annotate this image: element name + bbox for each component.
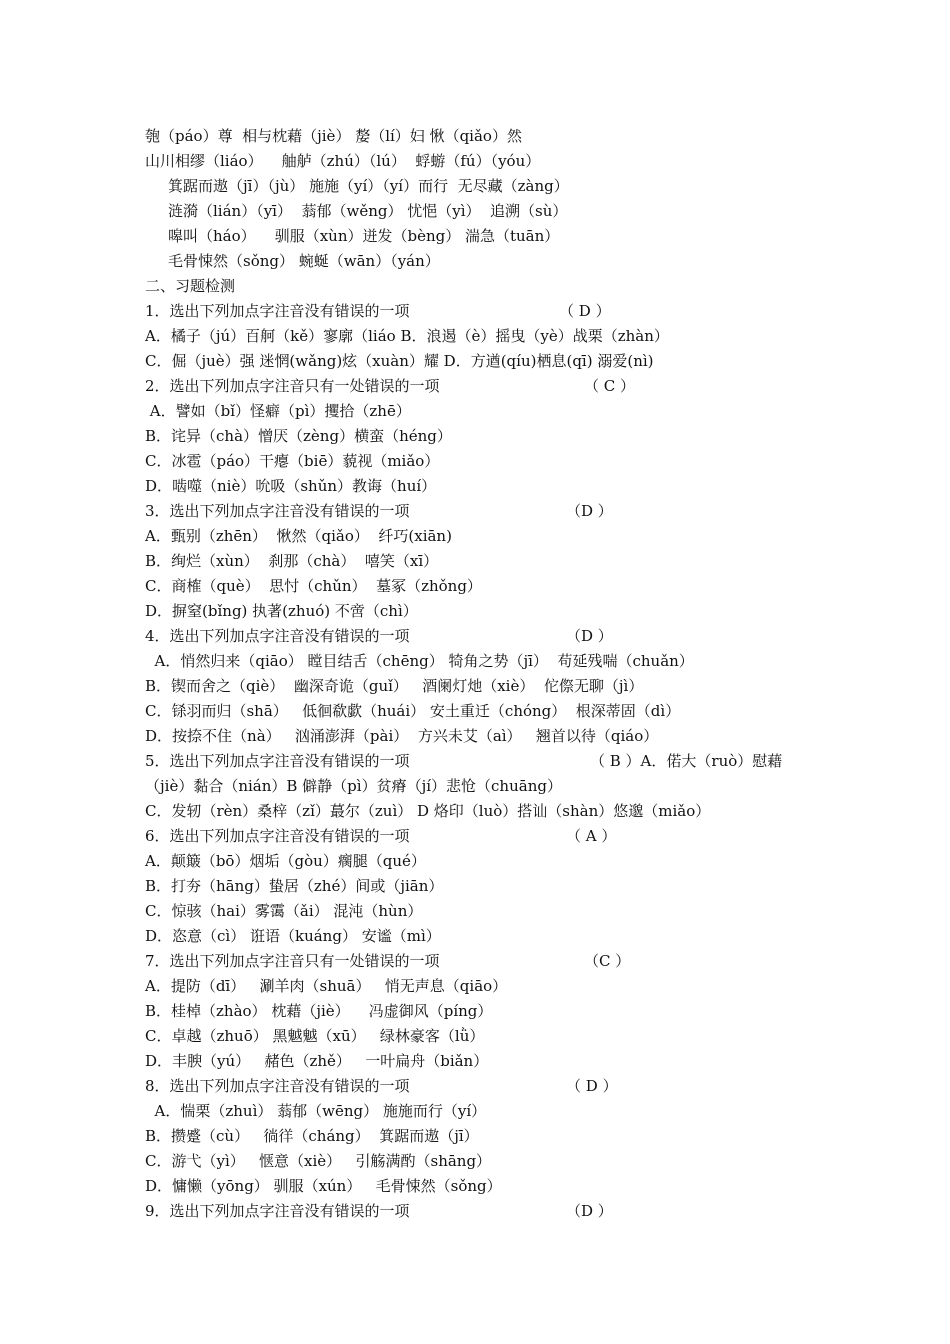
- answer-6: （ A ）: [566, 827, 617, 845]
- question-6-option-a: A．颠簸（bō）烟垢（gòu）瘸腿（qué）: [145, 852, 426, 870]
- question-8-option-d: D．慵懒（yōng） 驯服（xún） 毛骨悚然（sǒng）: [145, 1177, 502, 1195]
- question-8-option-c: C．游弋（yì） 惬意（xiè） 引觞满酌（shāng）: [145, 1152, 492, 1170]
- vocab-line-4: 涟漪（lián）（yī） 蓊郁（wěng） 忧悒（yì） 追溯（sù）: [168, 202, 568, 220]
- question-5: 5．选出下列加点字注音没有错误的一项: [145, 752, 410, 770]
- vocab-line-6: 毛骨悚然（sǒng） 蜿蜒（wān）（yán）: [168, 252, 440, 270]
- answer-8: （ D ）: [566, 1077, 618, 1095]
- vocab-line-2: 山川相缪（liáo） 舳舻（zhú）（lú） 蜉蝣（fú）（yóu）: [145, 152, 541, 170]
- question-3-option-d: D．摒窒(bǐng) 执著(zhuó) 不啻（chì）: [145, 602, 418, 620]
- question-6: 6．选出下列加点字注音没有错误的一项: [145, 827, 410, 845]
- question-3-option-a: A．甄别（zhēn） 愀然（qiǎo） 纤巧(xiān): [145, 527, 452, 545]
- question-3: 3．选出下列加点字注音没有错误的一项: [145, 502, 410, 520]
- question-3-option-b: B．绚烂（xùn） 刹那（chà） 嘻笑（xī）: [145, 552, 439, 570]
- question-6-option-d: D．恣意（cì） 诳语（kuáng） 安谧（mì）: [145, 927, 441, 945]
- question-4-option-a: A．悄然归来（qiāo） 瞠目结舌（chēng） 犄角之势（jī） 苟延残喘（chuǎn）: [145, 652, 694, 670]
- question-7-option-d: D．丰腴（yú） 赭色（zhě） 一叶扁舟（biǎn）: [145, 1052, 489, 1070]
- question-7-option-a: A．提防（dī） 涮羊肉（shuā） 悄无声息（qiāo）: [145, 977, 508, 995]
- question-6-option-c: C．惊骇（hai）雾霭（ǎi） 混沌（hùn）: [145, 902, 423, 920]
- question-4-option-b: B．锲而舍之（qiè） 幽深奇诡（guǐ） 酒阑灯灺（xiè） 佗傺无聊（jì）: [145, 677, 644, 695]
- question-1: 1．选出下列加点字注音没有错误的一项: [145, 302, 410, 320]
- question-2: 2．选出下列加点字注音只有一处错误的一项: [145, 377, 440, 395]
- vocab-line-3: 箕踞而遨（jī）（jù） 施施（yí）（yí）而行 无尽藏（zàng）: [168, 177, 569, 195]
- question-8-option-a: A．惴栗（zhuì） 蓊郁（wēng） 施施而行（yí）: [145, 1102, 487, 1120]
- answer-1: （ D ）: [559, 302, 611, 320]
- question-2-option-d: D．啮噬（niè）吮吸（shǔn）教诲（huí）: [145, 477, 437, 495]
- question-5-options-cd: C．发轫（rèn）桑梓（zǐ）蕞尔（zuì） D 烙印（luò）搭讪（shàn）悠邈（miǎo）: [145, 802, 711, 820]
- answer-2: （ C ）: [584, 377, 636, 395]
- answer-4: （D ）: [566, 627, 613, 645]
- question-8-option-b: B．攒蹙（cù） 徜徉（cháng） 箕踞而遨（jī）: [145, 1127, 479, 1145]
- question-7-option-b: B．桂棹（zhào） 枕藉（jiè） 冯虚御风（píng）: [145, 1002, 493, 1020]
- question-7-option-c: C．卓越（zhuō） 黑魆魆（xū） 绿林豪客（lǜ）: [145, 1027, 485, 1045]
- section-heading: 二、习题检测: [145, 277, 236, 295]
- question-4-option-d: D．按捺不住（nà） 汹涌澎湃（pài） 方兴未艾（aì） 翘首以待（qiáo）: [145, 727, 659, 745]
- vocab-line-1: 匏（páo）尊 相与枕藉（jiè） 嫠（lí）妇 愀（qiǎo）然: [145, 127, 522, 145]
- question-4-option-c: C．铩羽而归（shā） 低徊欷歔（huái） 安土重迁（chóng） 根深蒂固（dì）: [145, 702, 681, 720]
- vocab-line-5: 嗥叫（háo） 驯服（xùn）迸发（bèng） 湍急（tuān）: [168, 227, 560, 245]
- answer-3: （D ）: [566, 502, 613, 520]
- question-9: 9．选出下列加点字注音没有错误的一项: [145, 1202, 410, 1220]
- question-2-option-c: C．冰雹（páo）干瘪（biē）藐视（miǎo）: [145, 452, 440, 470]
- question-5-options-ab: （jiè）黏合（nián）B 僻静（pì）贫瘠（jí）悲怆（chuāng）: [145, 777, 562, 795]
- answer-5: （ B ）A．偌大（ruò）慰藉: [590, 752, 783, 770]
- question-3-option-c: C．商榷（què） 思忖（chǔn） 墓冢（zhǒng）: [145, 577, 482, 595]
- question-6-option-b: B．打夯（hāng）蛰居（zhé）间或（jiān）: [145, 877, 444, 895]
- question-1-options-cd: C．倔（juè）强 迷惘(wǎng)炫（xuàn）耀 D．方遒(qíu)栖息(qī) 溺爱(nì): [145, 352, 654, 370]
- question-1-options-ab: A．橘子（jú）百舸（kě）寥廓（liáo B．浪遏（è）摇曳（yè）战栗（zhàn）: [145, 327, 669, 345]
- question-2-option-a: A．譬如（bǐ）怪癖（pì）攫拾（zhē）: [145, 402, 411, 420]
- question-4: 4．选出下列加点字注音没有错误的一项: [145, 627, 410, 645]
- question-2-option-b: B．诧异（chà）憎厌（zèng）横蛮（héng）: [145, 427, 452, 445]
- answer-9: （D ）: [566, 1202, 613, 1220]
- answer-7: （C ）: [584, 952, 631, 970]
- question-8: 8．选出下列加点字注音没有错误的一项: [145, 1077, 410, 1095]
- question-7: 7．选出下列加点字注音只有一处错误的一项: [145, 952, 440, 970]
